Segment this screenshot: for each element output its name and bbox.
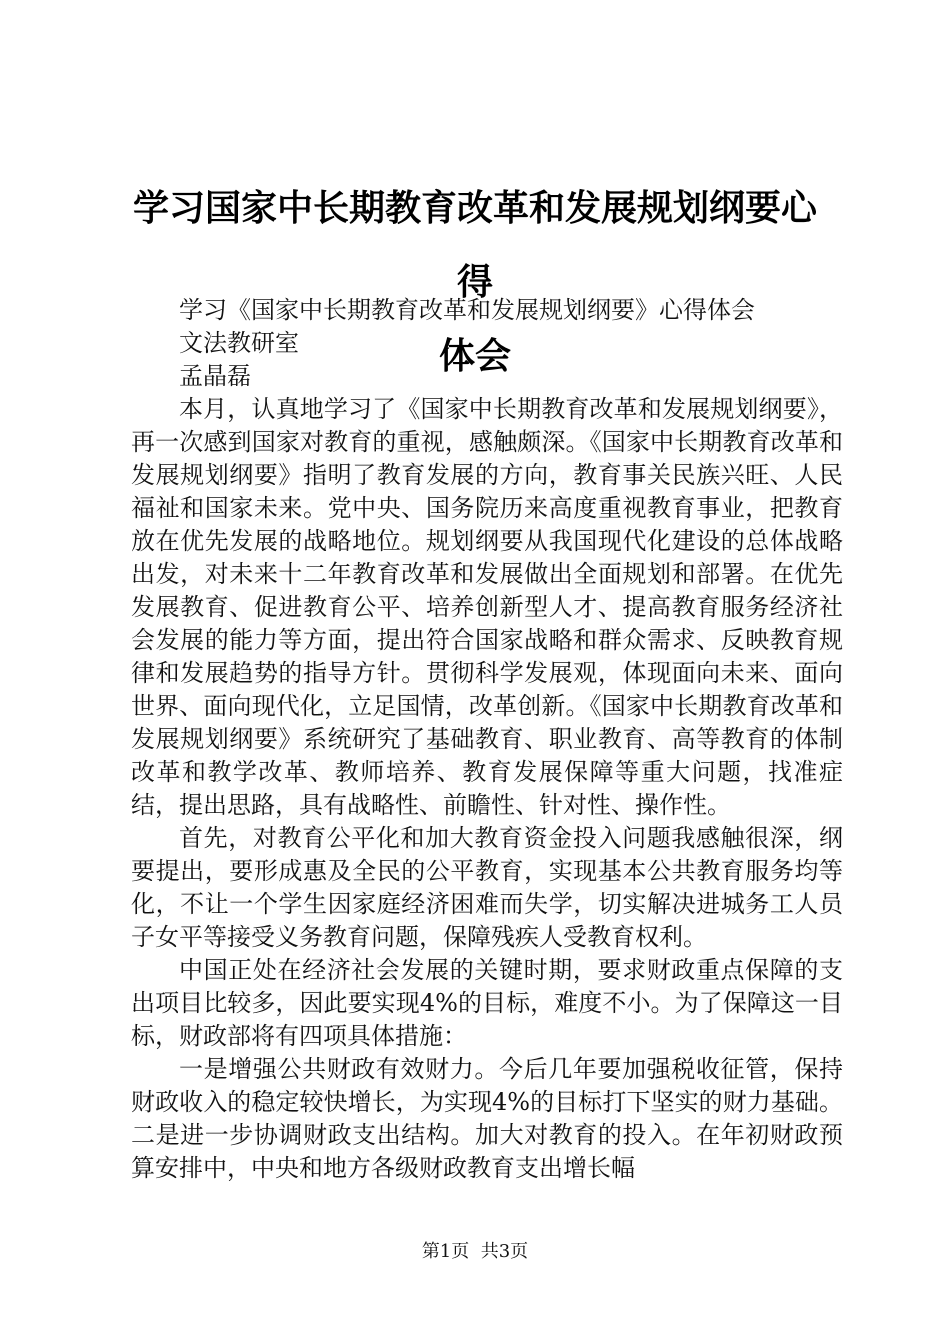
paragraph: 本月，认真地学习了《国家中长期教育改革和发展规划纲要》，再一次感到国家对教育的重视，感触颇深。《国家中长期教育改革和发展规划纲要》指明了教育发展的方向，教育事关民族兴旺、人民福祉和国家未来。党中央、国务院历来高度重视教育事业，把教育放在优先发展的战略地位。规划纲要从我国现代化建设的总体战略出发，对未来十二年教育改革和发展做出全面规划和部署。在优先发展教育、促进教育公平、培养创新型人才、提高教育服务经济社会发展的能力等方面，提出符合国家战略和群众需求、反映教育规律和发展趋势的指导方针。贯彻科学发展观，体现面向未来、面向世界、面向现代化，立足国情，改革创新。《国家中长期教育改革和发展规划纲要》系统研究了基础教育、职业教育、高等教育的体制改革和教学改革、教师培养、教育发展保障等重大问题，找准症结，提出思路，具有战略性、前瞻性、针对性、操作性。 (131, 395, 843, 819)
author: 孟晶磊 (179, 362, 251, 390)
page-total: 共3页 (480, 1241, 529, 1262)
document-body (131, 294, 843, 1185)
title-line-1: 学习国家中长期教育改革和发展规划纲要心得 (132, 188, 817, 303)
subtitle: 学习《国家中长期教育改革和发展规划纲要》心得体会 (179, 296, 755, 324)
paragraph: 一是增强公共财政有效财力。今后几年要加强税收征管，保持财政收入的稳定较快增长，为实现4%的目标打下坚实的财力基础。二是进一步协调财政支出结构。加大对教育的投入。在年初财政预算安排中，中央和地方各级财政教育支出增长幅 (131, 1055, 843, 1182)
page-footer (0, 1240, 950, 1264)
page-number: 第1页 (421, 1241, 470, 1262)
paragraph: 首先，对教育公平化和加大教育资金投入问题我感触很深，纲要提出，要形成惠及全民的公平教育，实现基本公共教育服务均等化，不让一个学生因家庭经济困难而失学，切实解决进城务工人员子女平等接受义务教育问题，保障残疾人受教育权利。 (131, 824, 843, 951)
paragraph: 中国正处在经济社会发展的关键时期，要求财政重点保障的支出项目比较多，因此要实现4%的目标，难度不小。为了保障这一目标，财政部将有四项具体措施： (131, 956, 843, 1050)
department: 文法教研室 (179, 329, 299, 357)
title-line-2: 体会 (438, 336, 511, 377)
